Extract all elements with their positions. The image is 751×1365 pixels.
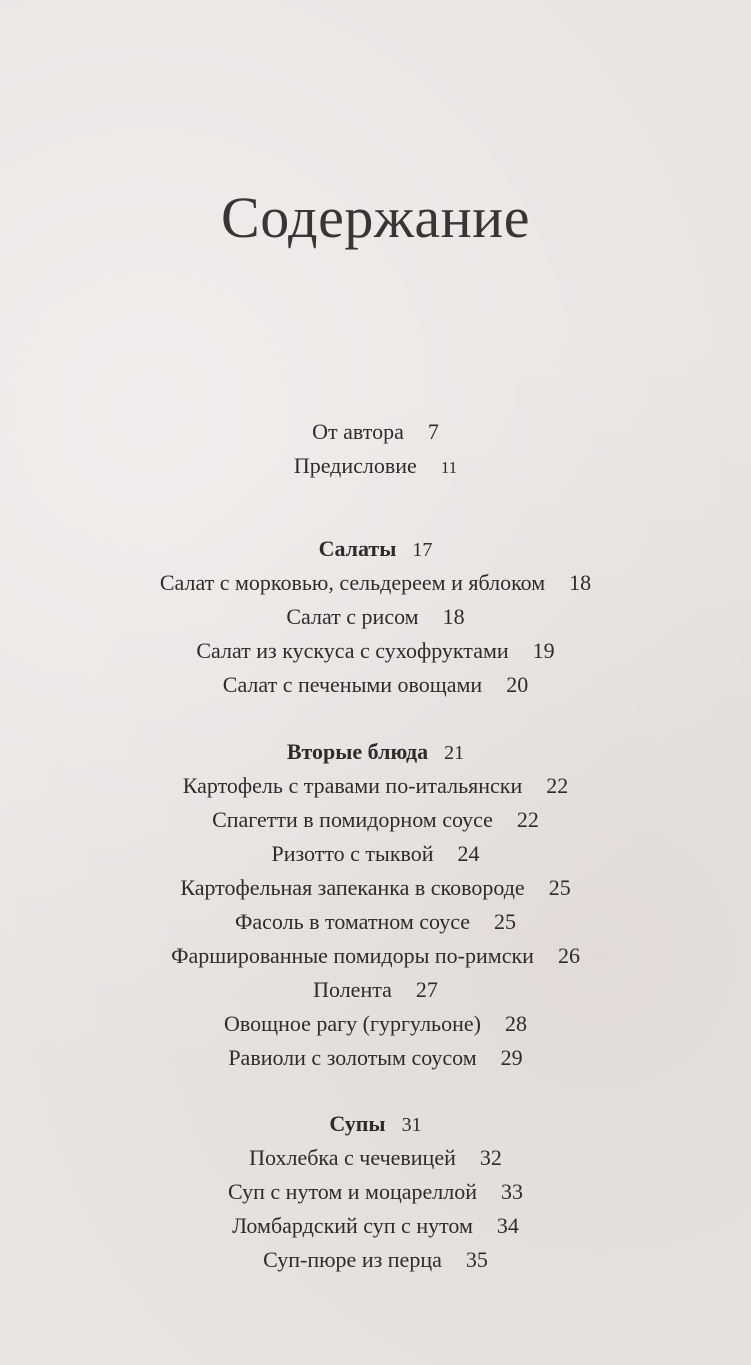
toc-entry bbox=[0, 566, 751, 600]
toc-entry bbox=[0, 1243, 751, 1277]
toc-entry-label: Салат с морковью, сельдереем и яблоком bbox=[159, 570, 546, 595]
toc-entry bbox=[0, 837, 751, 871]
toc-entry-label: Равиоли с золотым соусом bbox=[228, 1045, 477, 1070]
toc-entry bbox=[0, 939, 751, 973]
toc-entry-label: Фаршированные помидоры по-римски bbox=[171, 943, 534, 968]
toc-entry-label: Овощное рагу (гургульоне) bbox=[224, 1011, 481, 1036]
page-title: Содержание bbox=[221, 185, 530, 250]
toc-entry bbox=[0, 871, 751, 905]
toc-entry-page: 34 bbox=[496, 1213, 519, 1238]
toc-entry-label: Салат из кускуса с сухофруктами bbox=[196, 638, 509, 663]
toc-entry-page: 28 bbox=[504, 1011, 527, 1036]
toc-entry-label: Ломбардский суп с нутом bbox=[232, 1213, 473, 1238]
toc-entry-label: Похлебка с чечевицей bbox=[249, 1145, 456, 1170]
toc-section-heading bbox=[0, 532, 751, 566]
toc-entry-page: 29 bbox=[500, 1045, 523, 1070]
toc-entry-label: Полента bbox=[313, 977, 392, 1002]
toc-entry-label: Картофель с травами по-итальянски bbox=[182, 773, 523, 798]
toc-section-page: 21 bbox=[444, 742, 465, 764]
toc-entry bbox=[0, 973, 751, 1007]
toc-entry-label: Фасоль в томатном соусе bbox=[234, 909, 470, 934]
toc-section-page: 17 bbox=[412, 539, 433, 561]
toc-entry-page: 27 bbox=[415, 977, 438, 1002]
toc-entry bbox=[0, 449, 751, 483]
toc-salads-list bbox=[0, 532, 751, 702]
toc-entry-label: Картофельная запеканка в сковороде bbox=[180, 875, 525, 900]
toc-entry-page: 25 bbox=[494, 909, 516, 934]
toc-entry bbox=[0, 1175, 751, 1209]
toc-entry bbox=[0, 1209, 751, 1243]
toc-entry-label: Суп с нутом и моцареллой bbox=[228, 1179, 477, 1204]
toc-entry-label: Суп-пюре из перца bbox=[263, 1247, 442, 1272]
toc-entry bbox=[0, 905, 751, 939]
toc-entry bbox=[0, 803, 751, 837]
toc-entry-page: 19 bbox=[532, 638, 555, 663]
toc-entry-page: 32 bbox=[479, 1145, 502, 1170]
toc-section-label: Вторые блюда bbox=[286, 739, 429, 764]
toc-entry bbox=[0, 1041, 751, 1075]
toc-entry-page: 22 bbox=[516, 807, 539, 832]
toc-entry bbox=[0, 600, 751, 634]
toc-entry-label: Ризотто с тыквой bbox=[271, 841, 434, 866]
toc-section-label: Супы bbox=[329, 1111, 386, 1136]
toc-entry bbox=[0, 1141, 751, 1175]
toc-entry bbox=[0, 1007, 751, 1041]
toc-entry-page: 25 bbox=[548, 875, 571, 900]
toc-entry-page: 18 bbox=[442, 604, 465, 629]
toc-entry-page: 33 bbox=[501, 1179, 523, 1204]
toc-section-heading bbox=[0, 735, 751, 769]
toc-section-heading bbox=[0, 1107, 751, 1141]
toc-entry-page: 11 bbox=[440, 458, 458, 477]
toc-entry bbox=[0, 769, 751, 803]
toc-section-label: Салаты bbox=[318, 536, 397, 561]
toc-entry-page: 35 bbox=[465, 1247, 488, 1272]
toc-entry-label: Спагетти в помидорном соусе bbox=[212, 807, 493, 832]
toc-entry-label: Салат с печеными овощами bbox=[222, 672, 483, 697]
toc-entry-page: 20 bbox=[506, 672, 529, 697]
toc-entry-label: Предисловие bbox=[293, 453, 417, 478]
toc-entry-page: 18 bbox=[569, 570, 592, 595]
toc-mains-list bbox=[0, 735, 751, 1075]
toc-entry-label: Салат с рисом bbox=[286, 604, 419, 629]
toc-entry-page: 24 bbox=[457, 841, 480, 866]
toc-soups-list bbox=[0, 1107, 751, 1277]
toc-entry-page: 22 bbox=[546, 773, 569, 798]
toc-entry bbox=[0, 415, 751, 449]
toc-entry-page: 26 bbox=[557, 943, 580, 968]
toc-entry bbox=[0, 668, 751, 702]
toc-entry-label: От автора bbox=[312, 419, 404, 444]
toc-entry bbox=[0, 634, 751, 668]
toc-section-page: 31 bbox=[401, 1114, 422, 1136]
toc-entry-page: 7 bbox=[427, 419, 439, 444]
toc-intro-list bbox=[0, 415, 751, 483]
